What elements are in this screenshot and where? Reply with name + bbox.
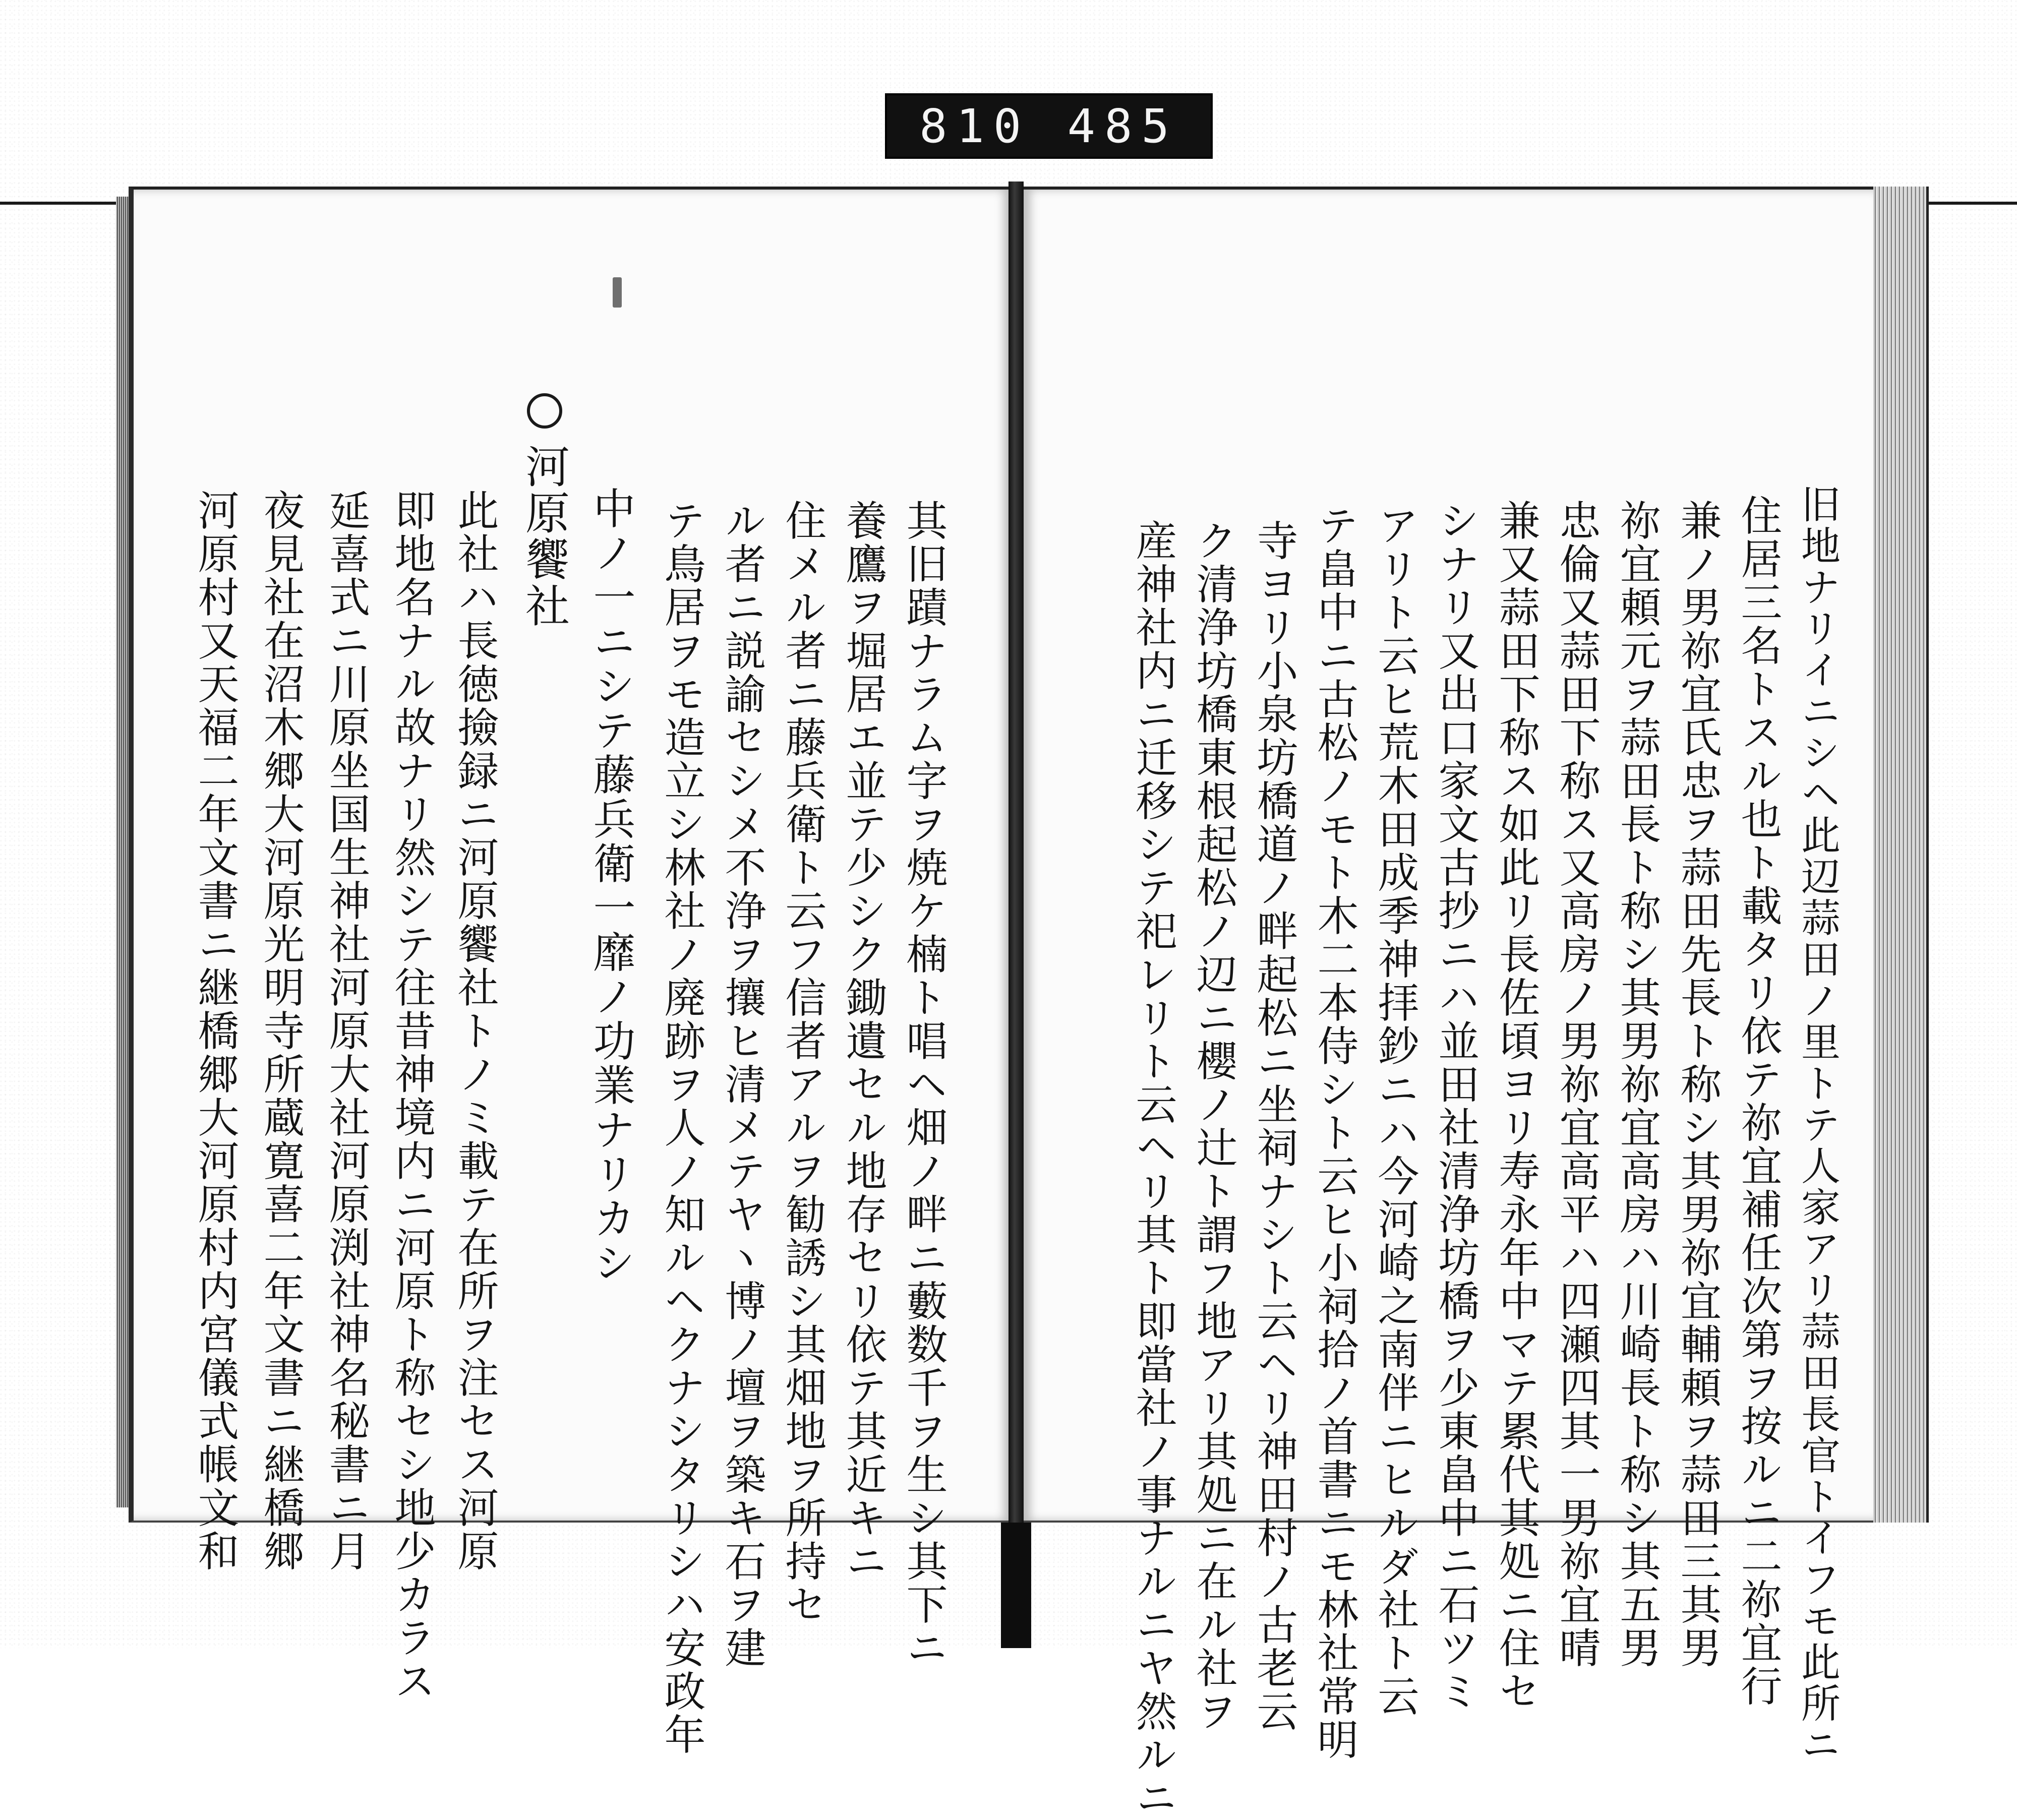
spine-shadow — [1001, 1523, 1031, 1648]
right-column-4: 祢宜頼元ヲ蒜田長ト称シ其男祢宜高房ハ川崎長ト称シ其五男 — [1613, 499, 1661, 1670]
left-column-6: 中ノ一ニシテ藤兵衛一靡ノ功業ナリカシ — [586, 487, 636, 1285]
right-column-11: ク清浄坊橋東根起松ノ辺ニ櫻ノ辻ト謂フ地アリ其処ニ在ル社ヲ — [1190, 519, 1237, 1733]
left-column-5: テ鳥居ヲモ造立シ林社ノ廃跡ヲ人ノ知ルヘクナシタリシハ安政年 — [658, 499, 705, 1756]
book-spine — [1008, 181, 1024, 1533]
left-column-4: ル者ニ説諭セシメ不浄ヲ攘ヒ清メテヤヽ博ノ壇ヲ築キ石ヲ建 — [718, 499, 766, 1670]
section-heading: 河原饗社 — [518, 444, 570, 629]
catalog-number: 810 485 — [919, 99, 1178, 153]
right-column-7: シナリ又出口家文古抄ニハ並田社清浄坊橋ヲ少東畠中ニ石ツミ — [1432, 499, 1479, 1713]
left-column-2: 養鷹ヲ堀居エ並テ少シク鋤遺セル地存セリ依テ其近キニ — [839, 499, 887, 1583]
catalog-label — [885, 93, 1213, 159]
right-column-2: 住居三名トスル也ト載タリ依テ祢宜補任次第ヲ按ルニ二祢宜行 — [1734, 494, 1782, 1708]
left-column-1: 其旧蹟ナラム字ヲ焼ケ楠ト唱ヘ畑ノ畔ニ藪数千ヲ生シ其下ニ — [900, 499, 947, 1670]
right-column-5: 忠倫又蒜田下称ス又高房ノ男祢宜高平ハ四瀬四其一男祢宜晴 — [1553, 499, 1600, 1670]
right-column-10: 寺ヨリ小泉坊橋道ノ畔起松ニ坐祠ナシト云ヘリ神田村ノ古老云 — [1250, 519, 1298, 1733]
right-page-edges — [1873, 187, 1929, 1523]
right-column-3: 兼ノ男祢宜氏忠ヲ蒜田先長ト称シ其男祢宜輔頼ヲ蒜田三其男 — [1674, 499, 1722, 1670]
left-body-column-4: 夜見社在沼木郷大河原光明寺所蔵寛喜二年文書ニ継橋郷 — [257, 489, 305, 1573]
section-circle-mark — [527, 393, 562, 429]
right-column-6: 兼又蒜田下称ス如此リ長佐頃ヨリ寿永年中マテ累代其処ニ住セ — [1492, 499, 1540, 1713]
left-body-column-5: 河原村又天福二年文書ニ継橋郷大河原村内宮儀式帳文和 — [191, 489, 239, 1573]
right-column-8: アリト云ヒ荒木田成季神拝鈔ニハ今河崎之南伴ニヒルダ社ト云 — [1371, 504, 1419, 1718]
right-column-12: 産神社内ニ迁移シテ祀レリト云ヘリ其ト即當社ノ事ナルニヤ然ルニ — [1129, 519, 1177, 1820]
ink-mark — [613, 277, 622, 308]
left-body-column-3: 延喜式ニ川原坐国生神社河原大社河原渕社神名秘書ニ月 — [322, 489, 370, 1573]
left-body-column-1: 此社ハ長徳撿録ニ河原饗社トノミ載テ在所ヲ注セス河原 — [451, 489, 499, 1573]
right-column-9: テ畠中ニ古松ノモト木二本侍シト云ヒ小祠拾ノ首書ニモ林社常明 — [1311, 504, 1358, 1762]
left-column-3: 住メル者ニ藤兵衛ト云フ信者アルヲ勧誘シ其畑地ヲ所持セ — [779, 499, 826, 1626]
right-column-1: 旧地ナリイニシヘ此辺蒜田ノ里トテ人家アリ蒜田長官トイフモ此所ニ — [1795, 484, 1840, 1766]
left-body-column-2: 即地名ナル故ナリ然シテ往昔神境内ニ河原ト称セシ地少カラス — [388, 489, 436, 1703]
